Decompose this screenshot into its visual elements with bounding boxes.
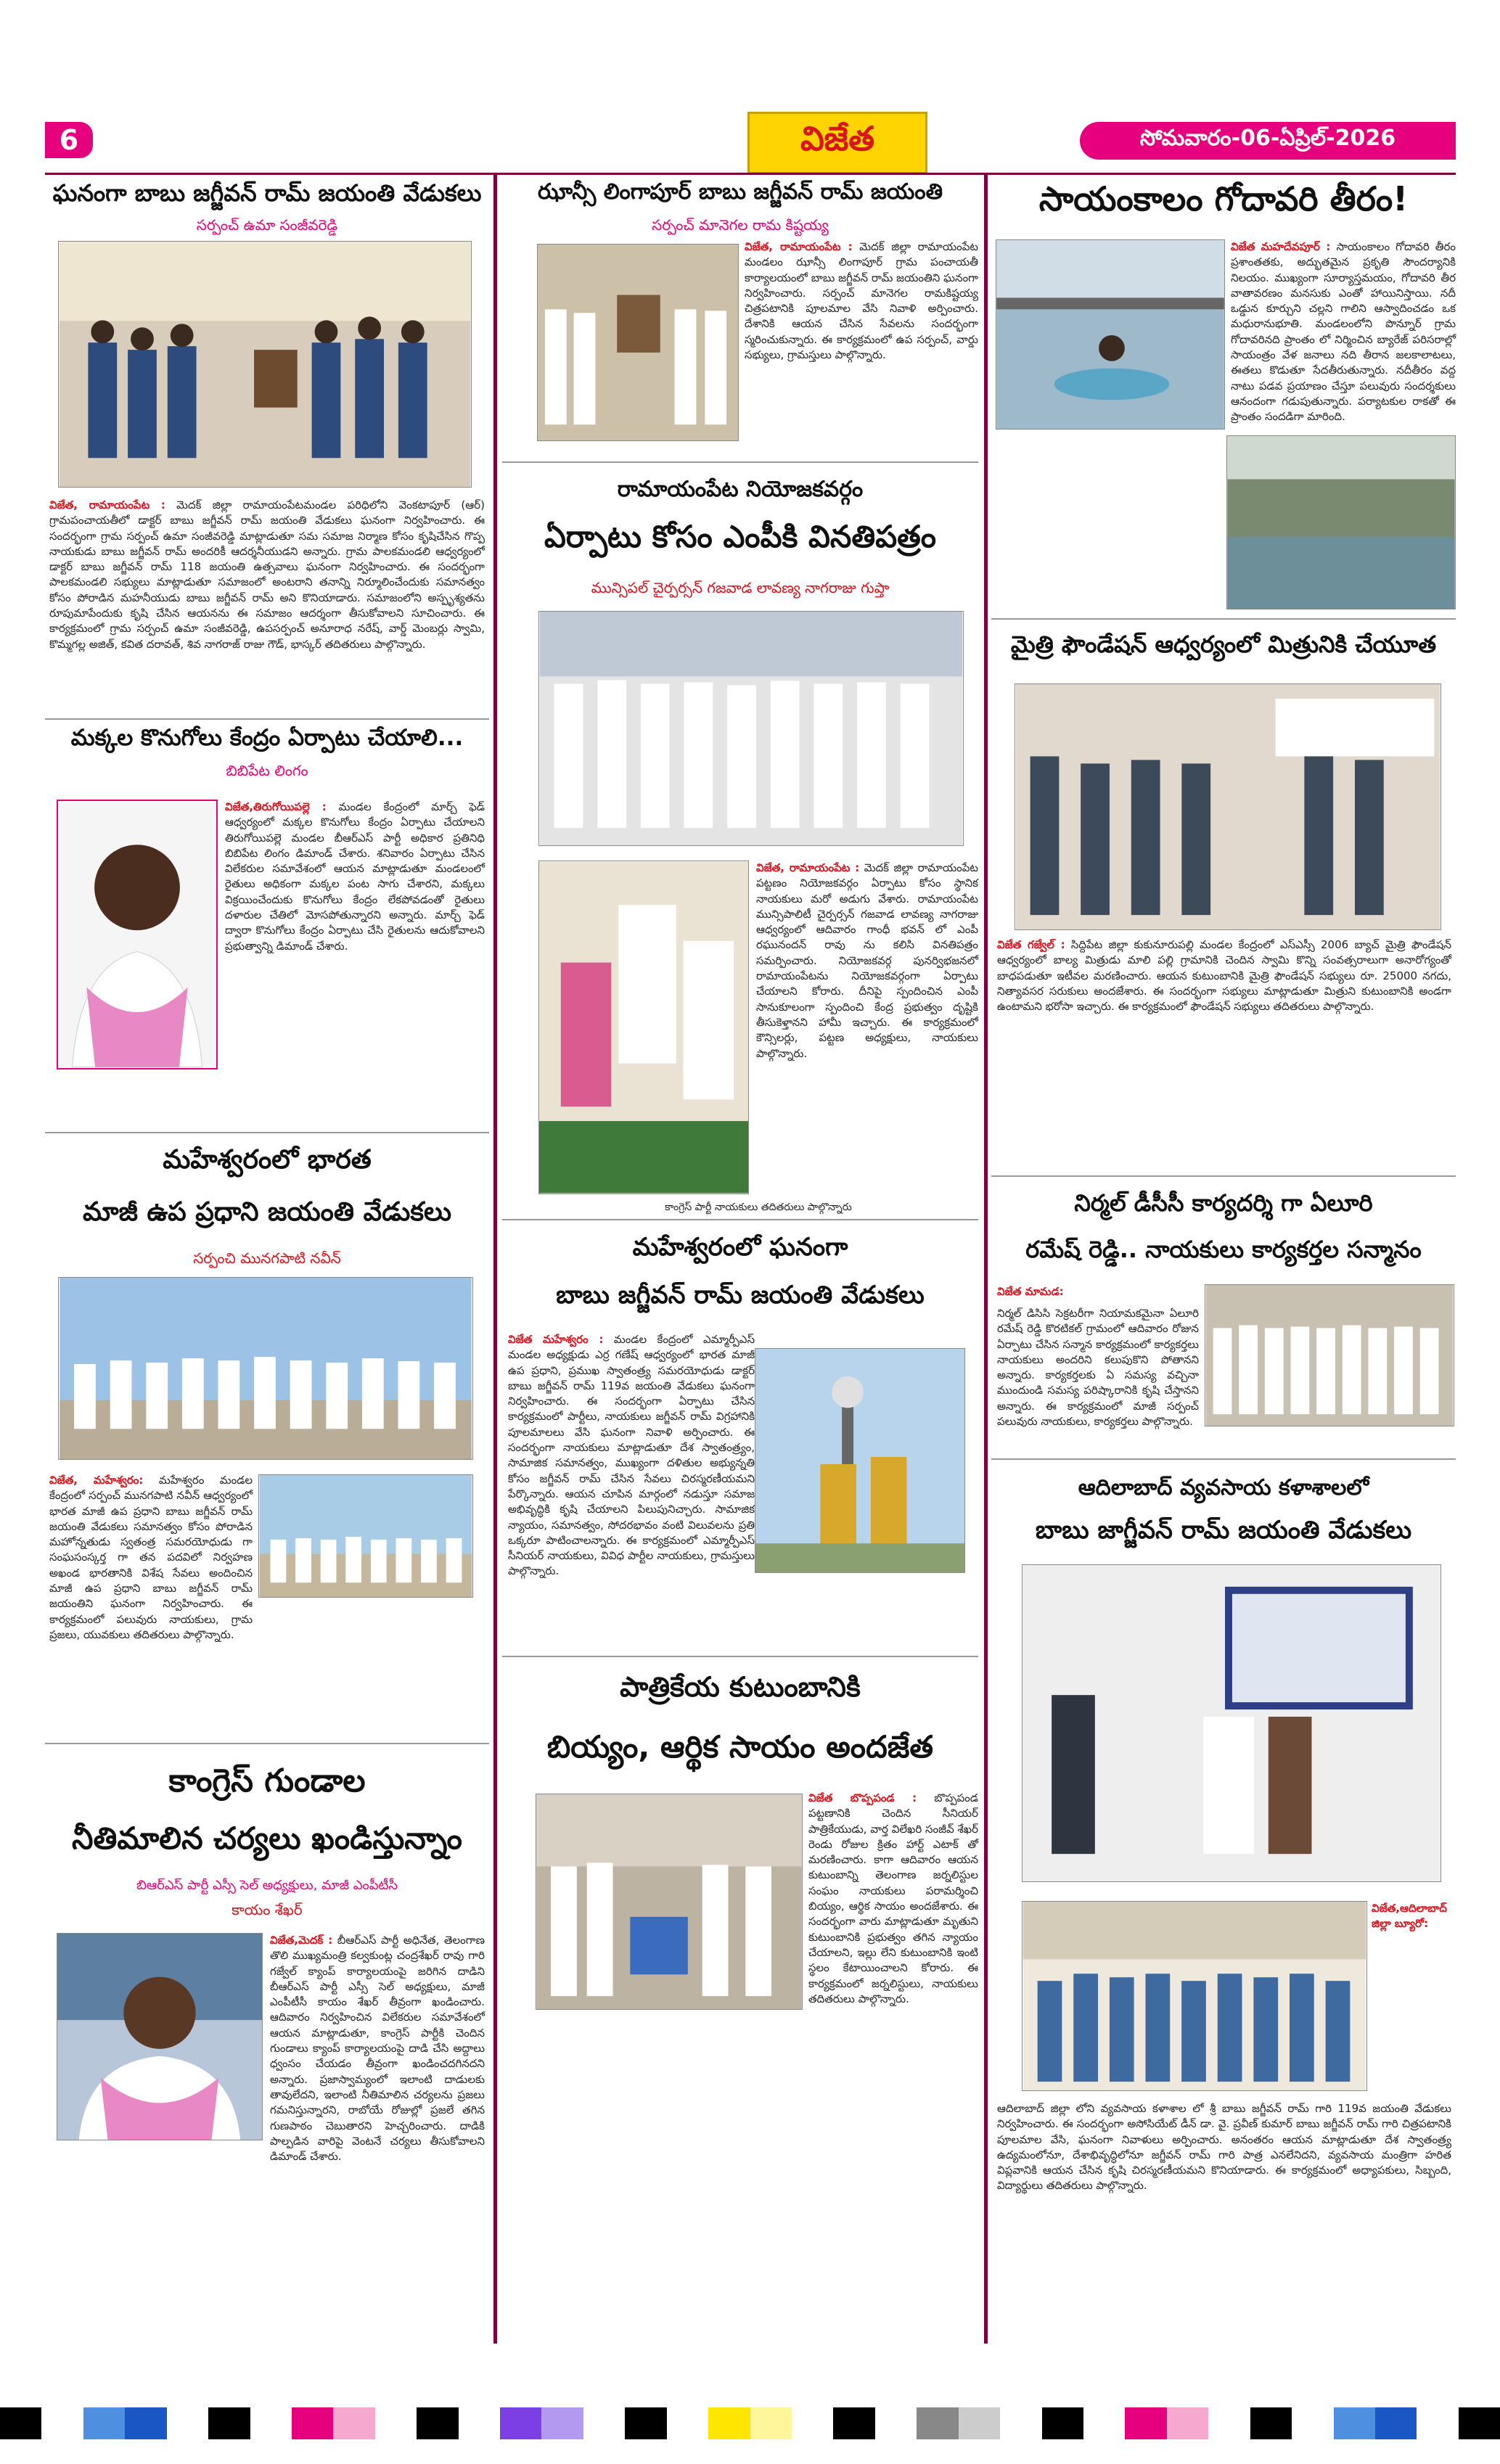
c1-a4-text: బీఆర్ఎస్ పార్టీ అధినేత, తెలంగాణ తొలి ముఖ్యమంత్రి కల్వకుంట్ల చంద్రశేఖర్ రావు గారి గజ్వేల్ క్యాంప్ కార్యాలయంపై జరిగిన దాడిని బీఆర్ఎస్ పార్టీ ఎస్సీ సెల్ అధ్యక్షులు, మాజీ ఎంపీటీసీ కాయం శేఖర్ తీవ్రంగా ఖండించారు. ఆదివారం నిర్వహించిన విలేకరుల సమావేశంలో ఆయన మాట్లాడుతూ, కాంగ్రెస్ పార్టీకి చెందిన గుండాలు క్యాంప్ కార్యాలయంపై దాడి చేసి అద్దాలు ధ్వంసం చేయడం తీవ్రంగా ఖండించదగినదని అన్నారు. ప్రజాస్వామ్యంలో ఇలాంటి దాడులకు తావులేదని, ఇలాంటి నీతిమాలిన చర్యలను ప్రజలు గమనిస్తున్నారని, రాబోయే రోజుల్లో ప్రజలే తగిన గుణపాఠం చెబుతారని హెచ్చరించారు. దాడికి పాల్పడిన వారిపై వెంటనే చర్యలు తీసుకోవాలని డిమాండ్ చేశారు. bbox=[270, 1934, 485, 2164]
c3-a1-text: సాయంకాలం గోదావరి తీరం ప్రశాంతతకు, అద్భుతమైన ప్రకృతి సౌందర్యానికి నిలయం. ముఖ్యంగా సూర్యాస్తమయం, గోదావరి తీర వాతావరణం మనసుకు ఎంతో హాయినిస్తాయి. నదీ ఒడ్డున కూర్చుని చల్లని గాలిని ఆస్వాదించడం ఒక మధురానుభూతి. మండలంలోని పొన్నూర్ గ్రామ గోదావరినది ప్రాంతం లో నిర్మించిన బ్యారేజ్ పరిసరాల్లో సాయంత్రం వేళ జనాలు నది తీరాన జలకాలాటలు, ఈతలు కొడుతూ సేదతీరుతున్నారు. నదీతీరం వద్ద నాటు పడవ ప్రయాణం చేస్తూ పలువురు సందర్శకులు ఆనందంగా గడుపుతున్నారు. పర్యాటకుల రాకతో ఈ ప్రాంతం సందడిగా మారింది. bbox=[1231, 240, 1456, 424]
c2-a3-headline-1: మహేశ్వరంలో ఘనంగా bbox=[632, 1233, 848, 1262]
c3-a4-photo-2 bbox=[1022, 1901, 1367, 2091]
c1-a1-dateline: విజేత, రామాయంపేట : bbox=[49, 498, 165, 512]
c3-a1-body bbox=[1231, 239, 1456, 435]
c2-a4-headline-1: పాత్రికేయ కుటుంబానికి bbox=[620, 1671, 861, 1703]
c2-a1-photo bbox=[537, 244, 739, 441]
c3-a3-headline-2: రమేష్ రెడ్డి.. నాయకులు కార్యకర్తల సన్మానం bbox=[1025, 1236, 1422, 1263]
c2-a4-photo bbox=[536, 1794, 803, 2010]
c1-a1-photo bbox=[58, 241, 472, 488]
c2-a1-dateline: విజేత, రామాయంపేట : bbox=[745, 240, 853, 253]
c2-a2-photo-2 bbox=[538, 861, 749, 1194]
c3-a4-dateline: విజేత,ఆదిలాబాద్ జిల్లా బ్యూరో: bbox=[1372, 1902, 1447, 1931]
c3-a4-headline-2: బాబు జాగ్జీవన్ రామ్ జయంతి వేడుకలు bbox=[1035, 1516, 1412, 1545]
c2-a1-byline: సర్పంచ్ మానెగల రామ కిష్టయ్య bbox=[652, 216, 829, 234]
c3-a4-body: ఆదిలాబాద్ జిల్లా లోని వ్యవసాయ కళాశాల లో శ్రీ బాబు జగ్జీవన్ రామ్ గారి 119వ జయంతి వేడుకలు నిర్వహించారు. ఈ సందర్భంగా అసోసియేట్ డీన్ డా. వై. ప్రవీణ్ కుమార్ బాబు జగ్జీవన్ రామ్ గారి చిత్రపటానికి పూలమాల వేసి, ఘనంగా నివాళులు అర్పించారు. అనంతరం ఆయన మాట్లాడుతూ దేశ స్వాతంత్ర్య ఉద్యమంలోనూ, దేశాభివృద్ధిలోనూ జగ్జీవన్ రామ్ గారి పాత్ర ఎనలేనిదని, వ్యవసాయ మంత్రిగా హరిత విప్లవానికి ఆయన చేసిన కృషి చిరస్మరణీయమని కొనియాడారు. ఈ కార్యక్రమంలో అధ్యాపకులు, సిబ్బంది, విద్యార్థులు తదితరులు పాల్గొన్నారు. bbox=[997, 2102, 1451, 2193]
c2-a1-text: మెదక్ జిల్లా రామాయంపేట మండలం ఝాన్సీ లింగాపూర్ గ్రామ పంచాయతీ కార్యాలయంలో బాబు జగ్జీవన్ రామ్ జయంతిని ఘనంగా నిర్వహించారు. సర్పంచ్ మానెగల రామకిష్టయ్య చిత్రపటానికి పూలమాల వేసి నివాళి అర్పించారు. దేశానికి ఆయన చేసిన సేవలను సందర్భంగా స్మరించుకున్నారు. ఈ కార్యక్రమంలో ఉప సర్పంచ్, వార్డు సభ్యులు, గ్రామస్తులు పాల్గొన్నారు. bbox=[745, 240, 978, 362]
c1-a2-headline: మక్కల కొనుగోలు కేంద్రం ఏర్పాటు చేయాలి... bbox=[70, 725, 464, 751]
c1-a1-body bbox=[49, 498, 485, 715]
c2-a4-headline-2: బియ్యం, ఆర్థిక సాయం అందజేత bbox=[546, 1729, 934, 1765]
c1-divider-3 bbox=[45, 1743, 489, 1744]
c2-a2-body bbox=[756, 861, 978, 1194]
header-rule bbox=[45, 173, 1456, 175]
c3-a2-body bbox=[997, 937, 1451, 1126]
c2-a2-text: మెదక్ జిల్లా రామాయంపేట పట్టణం నియోజకవర్గం ఏర్పాటు కోసం స్థానిక నాయకులు మరో అడుగు వేశారు. రామాయంపేట మున్సిపాలిటీ చైర్పర్సన్ గజవాడ లావణ్య నాగరాజు ఆధ్వర్యంలో ఆదివారం గాంధీ భవన్ లో ఎంపీ రఘునందన్ రావు ను కలిసి వినతిపత్రం సమర్పించారు. నియోజకవర్గ పునర్విభజనలో రామాయంపేటను నియోజకవర్గంగా ఏర్పాటు చేయాలని కోరారు. దీనిపై స్పందించిన ఎంపీ సానుకూలంగా స్పందించి కేంద్ర ప్రభుత్వం దృష్టికి తీసుకెళ్తానని హామీ ఇచ్చారు. ఈ కార్యక్రమంలో కౌన్సిలర్లు, పట్టణ అధ్యక్షులు, నాయకులు పాల్గొన్నారు. bbox=[756, 861, 978, 1060]
c2-a2-dateline: విజేత, రామాయంపేట : bbox=[756, 861, 860, 874]
c3-a2-headline: మైత్రి ఫౌండేషన్ ఆధ్వర్యంలో మిత్రునికి చేయూత bbox=[1010, 631, 1437, 658]
c2-a3-dateline: విజేత మహేశ్వరం : bbox=[508, 1333, 604, 1346]
c1-a3-headline-1: మహేశ్వరంలో భారత bbox=[163, 1145, 372, 1175]
page-number: 6 bbox=[45, 122, 93, 158]
c2-a4-body bbox=[808, 1791, 978, 2011]
c2-a4-dateline: విజేత బొప్పపండ : bbox=[808, 1791, 917, 1804]
c1-a4-byline-1: బిఆర్ఎస్ పార్టీ ఎస్సీ సెల్ అధ్యక్షులు, మాజీ ఎంపీటీసీ bbox=[136, 1878, 398, 1893]
c2-a3-text: మండల కేంద్రంలో ఎమ్మార్పీఎస్ మండల అధ్యక్షుడు ఎర్ర గణేష్ ఆధ్వర్యంలో భారత మాజీ ఉప ప్రధాని, ప్రముఖ స్వాతంత్ర్య సమరయోధుడు డాక్టర్ బాబు జగ్జీవన్ రామ్ 119వ జయంతి వేడుకలు ఘనంగా నిర్వహించారు. ఈ సందర్భంగా ఏర్పాటు చేసిన కార్యక్రమంలో పార్టీలు, నాయకులు జగ్జీవన్ రామ్ విగ్రహానికి పూలమాలలు వేసి ఘనంగా నివాళి అర్పించారు. ఈ సందర్భంగా నాయకులు మాట్లాడుతూ దేశ స్వాతంత్ర్యం, సామాజిక సమానత్వం, ముఖ్యంగా దళితుల అభ్యున్నతి కోసం జగ్జీవన్ రామ్ చేసిన సేవలు చిరస్మరణీయమని పేర్కొన్నారు. ఆయన చూపిన మార్గంలో నడుస్తూ సమాజ అభివృద్ధికి కృషి చేయాలని పిలుపునిచ్చారు. సామాజిక న్యాయం, సమానత్వం, సోదరభావం వంటి విలువలను ప్రతి ఒక్కరూ పాటించాలన్నారు. ఈ కార్యక్రమంలో ఎమ్మార్పీఎస్ సీనియర్ నాయకులు, వివిధ పార్టీల నాయకులు, గ్రామస్తులు పాల్గొన్నారు. bbox=[508, 1333, 755, 1578]
c3-a1-photo-1 bbox=[996, 239, 1225, 430]
c2-divider-3 bbox=[502, 1656, 978, 1657]
c2-a2-kicker: రామాయంపేట నియోజకవర్గం bbox=[617, 477, 864, 502]
column-rule-1 bbox=[493, 174, 497, 2344]
c2-divider-1 bbox=[502, 461, 978, 463]
c3-divider-1 bbox=[991, 618, 1456, 620]
c3-a1-headline: సాయంకాలం గోదావరి తీరం! bbox=[1038, 179, 1409, 218]
c2-a1-body bbox=[745, 239, 978, 443]
c3-a3-dateline: విజేత మామడ: bbox=[997, 1285, 1064, 1298]
c3-a3-photo bbox=[1205, 1284, 1454, 1426]
masthead-logo: విజేత bbox=[747, 112, 927, 174]
c2-a2-caption: కాంగ్రెస్ పార్టీ నాయకులు తదితరులు పాల్గొన్నారు bbox=[665, 1202, 852, 1213]
c1-a3-photo-1 bbox=[58, 1277, 473, 1460]
c3-a3-headline-1: నిర్మల్ డీసీసీ కార్యదర్శి గా ఏలూరి bbox=[1074, 1189, 1373, 1217]
c1-a1-byline: సర్పంచ్ ఉమా సంజీవరెడ్డి bbox=[196, 216, 338, 234]
c3-a2-photo bbox=[1015, 683, 1441, 930]
c1-a4-photo bbox=[57, 1933, 263, 2140]
c1-a4-headline-1: కాంగ్రెస్ గుండాల bbox=[168, 1762, 366, 1799]
c3-a3-body: నిర్మల్ డిసిసి సెక్రటరీగా నియామకమైనా ఏలూరి రమేష్ రెడ్డి కొరటికల్ గ్రామంలో ఆదివారం రోజున ఏర్పాటు చేసిన సన్మాన కార్యక్రమంలో కార్యకర్తలు నాయకులు అందరిని కలుపుకొని పోతానని అన్నారు. కార్యకర్తలకు ఏ సమస్య వచ్చినా ముందుండి సమస్య పరిష్కారానికి కృషి చేస్తానని అన్నారు. ఈ కార్యక్రమంలో మాజీ సర్పంచ్ పలువురు నాయకులు, కార్యకర్తలు పాల్గొన్నారు. bbox=[997, 1307, 1199, 1429]
c1-a2-body bbox=[225, 800, 485, 1068]
c1-a4-body bbox=[270, 1933, 485, 2164]
c1-a2-text: మండల కేంద్రంలో మార్చ్ ఫెడ్ ఆధ్వర్యంలో మక్కల కొనుగోలు కేంద్రం ఏర్పాటు చేయాలని తిరుగోయిపల్లె మండల బీఆర్ఎస్ పార్టీ అధికార ప్రతినిధి బిబిపేట లింగం డిమాండ్ చేశారు. శనివారం ఏర్పాటు చేసిన విలేకరుల సమావేశంలో ఆయన మాట్లాడుతూ మండలంలో రైతులు అధికంగా మక్కల పంట సాగు చేశారని, మక్కలు విక్రయించేందుకు కొనుగోలు కేంద్రం లేకపోవడంతో రైతులు దళారుల చేతిలో మోసపోతున్నారని అన్నారు. మార్చ్ ఫెడ్ ద్వారా కొనుగోలు కేంద్రం ఏర్పాటు చేసి రైతులను ఆదుకోవాలని ప్రభుత్వాన్ని డిమాండ్ చేశారు. bbox=[225, 800, 485, 953]
c1-a2-dateline: విజేత,తిరుగోయిపల్లె : bbox=[225, 800, 327, 813]
c3-divider-3 bbox=[991, 1458, 1456, 1460]
c3-a4-headline-1: ఆదిలాబాద్ వ్యవసాయ కళాశాలలో bbox=[1078, 1475, 1369, 1500]
c1-divider-1 bbox=[45, 718, 489, 720]
c1-a4-headline-2: నీతిమాలిన చర్యలు ఖండిస్తున్నాం bbox=[72, 1820, 462, 1856]
c2-a3-body bbox=[508, 1332, 755, 1644]
c3-a1-dateline: విజేత మహదేవపూర్ : bbox=[1231, 240, 1331, 253]
color-registration-bar bbox=[0, 2407, 1500, 2439]
c3-a2-dateline: విజేత గజ్వేల్ : bbox=[997, 938, 1065, 951]
c2-divider-2 bbox=[502, 1219, 978, 1220]
c1-a4-byline-2: కాయం శేఖర్ bbox=[231, 1901, 303, 1918]
c3-a4-dateline-block bbox=[1372, 1901, 1456, 2097]
c2-a1-headline: ఝాన్సీ లింగాపూర్ బాబు జగ్జీవన్ రామ్ జయంతి bbox=[537, 179, 943, 205]
c1-a3-byline: సర్పంచి మునగపాటి నవీన్ bbox=[193, 1249, 341, 1267]
c1-divider-2 bbox=[45, 1132, 489, 1133]
issue-date: సోమవారం-06-ఏప్రిల్-2026 bbox=[1080, 122, 1456, 160]
c1-a2-portrait bbox=[57, 800, 218, 1069]
c2-a2-headline: ఏర్పాటు కోసం ఎంపీకి వినతిపత్రం bbox=[544, 519, 937, 554]
c2-a2-byline: మున్సిపల్ చైర్పర్సన్ గజవాడ లావణ్య నాగరాజు గుప్తా bbox=[591, 579, 890, 596]
c1-a3-body bbox=[49, 1473, 253, 1641]
c3-a1-photo-2 bbox=[1226, 435, 1456, 609]
c2-a3-photo bbox=[755, 1348, 965, 1573]
c2-a2-photo-1 bbox=[538, 611, 964, 846]
c1-a1-headline: ఘనంగా బాబు జగ్జీవన్ రామ్ జయంతి వేడుకలు bbox=[52, 179, 482, 207]
c3-divider-2 bbox=[991, 1175, 1456, 1177]
c1-a3-headline-2: మాజీ ఉప ప్రధాని జయంతి వేడుకలు bbox=[82, 1197, 452, 1227]
c1-a4-dateline: విజేత,మెదక్ : bbox=[270, 1934, 333, 1947]
c1-a2-byline: బిబిపేట లింగం bbox=[226, 762, 308, 779]
c1-a3-dateline: విజేత, మహేశ్వరం: bbox=[49, 1474, 144, 1487]
c2-a3-headline-2: బాబు జగ్జీవన్ రామ్ జయంతి వేడుకలు bbox=[556, 1281, 925, 1310]
c1-a1-text: మెదక్ జిల్లా రామాయంపేటమండల పరిధిలోని వెంకటాపూర్ (ఆర్) గ్రామపంచాయతీలో డాక్టర్ బాబు జగ్జీవన్ రామ్ జయంతి వేడుకలు ఘనంగా నిర్వహించారు. ఈ సందర్భంగా గ్రామ సర్పంచ్ ఉమా సంజీవరెడ్డి మాట్లాడుతూ సమ సమాజ నిర్మాణ కోసం కృషిచేసిన గొప్ప నాయకుడు బాబు జగ్జీవన్ రామ్ అందరికీ ఆదర్శనీయుడని అన్నారు. గ్రామ పాలకమండలి ఆధ్వర్యంలో డాక్టర్ బాబు జగ్జీవన్ రామ్ 118 జయంతి ఉత్సవాలు ఘనంగా నిర్వహించారు. ఈ సందర్భంగా పాలకమండలి సభ్యులు మాట్లాడుతూ సమాజంలో అంటరాని తనాన్ని నిర్మూలించేందుకు సమానత్వం కోసం పోరాడిన మహనీయుడు బాబు జగ్జీవన్ రామ్ అని కొనియాడారు. సమాజంలోని అస్పృశ్యతను రూపుమాపేందుకు కృషి చేసిన ఆయనను ఈ సమాజం ఆదర్శంగా తీసుకోవాలని సూచించారు. ఈ కార్యక్రమంలో గ్రామ సర్పంచ్ ఉమా సంజీవరెడ్డి, ఉపసర్పంచ్ అనూరాధ నరేష్, వార్డ్ మెంబర్లు స్వామి, కొమ్మగల్ల అజిత్, కవిత దరావత్, శివ నాగరాజ్ రాజు గౌడ్, భాస్కర్ తదితరులు పాల్గొన్నారు. bbox=[49, 498, 485, 651]
c3-a4-photo-1 bbox=[1022, 1564, 1441, 1882]
c1-a3-photo-2 bbox=[258, 1474, 473, 1598]
c1-a3-text: మహేశ్వరం మండల కేంద్రంలో సర్పంచ్ మునగపాటి నవీన్ ఆధ్వర్యంలో భారత మాజీ ఉప ప్రధాని బాబు జగ్జీవన్ రామ్ జయంతి వేడుకలు సమానత్వం కోసం పోరాడిన మహోన్నతుడు స్వతంత్ర సమరయోధుడు గా సంఘసంస్కర్త గా తన పదవిలో నిర్వహణ అఖండ భారతానికి విశేష సేవలు అందించిన మాజీ ఉప ప్రధాని బాబు జగ్జీవన్ రామ్ జయంతిని ఘనంగా నిర్వహించారు. ఈ కార్యక్రమంలో పలువురు నాయకులు, గ్రామ ప్రజలు, యువకులు తదితరులు పాల్గొన్నారు. bbox=[49, 1474, 253, 1641]
c3-a2-text: సిద్దిపేట జిల్లా కుకునూరుపల్లి మండల కేంద్రంలో ఎస్ఎస్సీ 2006 బ్యాచ్ మైత్రి ఫౌండేషన్ ఆధ్వర్యంలో బాల్య మిత్రుడు మాలి పల్లి గ్రామానికి చెందిన స్వామి కొన్ని సంవత్సరాలుగా అనారోగ్యంతో బాధపడుతూ ఇటీవల మరణించారు. ఆయన కుటుంబానికి మైత్రి ఫౌండేషన్ సభ్యులు రూ. 25000 నగదు, నిత్యావసర సరుకులు అందజేశారు. ఈ సందర్భంగా సభ్యులు మాట్లాడుతూ మిత్రుని కుటుంబానికి అండగా ఉంటామని భరోసా ఇచ్చారు. ఈ కార్యక్రమంలో ఫౌండేషన్ సభ్యులు తదితరులు పాల్గొన్నారు. bbox=[997, 938, 1451, 1014]
c2-a4-text: బొప్పపండ పట్టణానికి చెందిన సీనియర్ పాత్రికేయుడు, వార్త విలేఖరి సంజీవ్ శేఖర్ రెండు రోజుల క్రితం హార్ట్ ఎటాక్ తో మరణించారు. కాగా ఆదివారం ఆయన కుటుంబాన్ని తెలంగాణ జర్నలిస్టుల సంఘం నాయకులు పరామర్శించి బియ్యం, ఆర్థిక సాయం అందజేశారు. ఈ సందర్భంగా వారు మాట్లాడుతూ మృతుని కుటుంబానికి ప్రభుత్వం తగిన న్యాయం చేయాలని, ఇల్లు లేని కుటుంబానికి ఇంటి స్థలం కేటాయించాలని కోరారు. ఈ కార్యక్రమంలో జర్నలిస్టులు, నాయకులు తదితరులు పాల్గొన్నారు. bbox=[808, 1791, 979, 2005]
column-rule-2 bbox=[984, 174, 988, 2344]
